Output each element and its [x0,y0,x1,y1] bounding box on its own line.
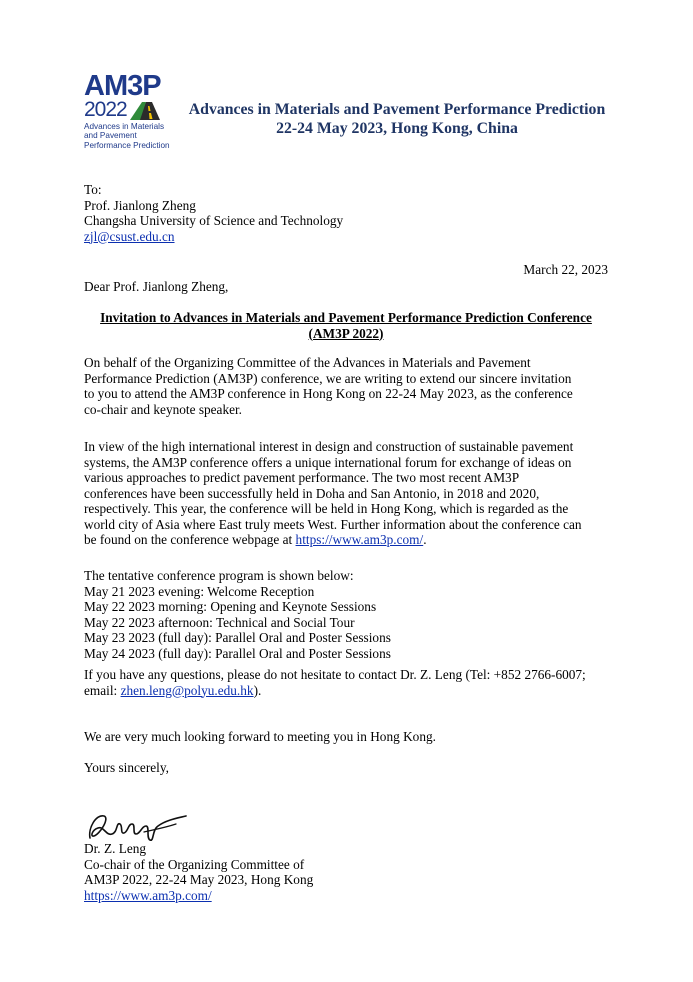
text-fragment: email: [84,682,121,698]
program-list [84,568,610,661]
text-line: world city of Asia where East truly meets West. Further information about the conference can [84,516,582,532]
signer-title: AM3P 2022, 22-24 May 2023, Hong Kong [84,872,314,887]
logo-year: 2022 [84,98,127,121]
conference-dates-location: 22-24 May 2023, Hong Kong, China [276,119,518,137]
letterhead-title [177,101,617,138]
letter-subject [84,310,608,341]
paragraph-background [84,439,610,548]
program-intro: The tentative conference program is shown below: [84,568,354,583]
logo-wordmark: AM3P [84,70,161,102]
logo-subtitle-line: Performance Prediction [84,140,170,150]
contact-email-link[interactable]: zhen.leng@polyu.edu.hk [120,682,254,698]
paragraph-invitation [84,355,610,417]
text-line: conferences have been successfully held in Doha and San Antonio, in 2018 and 2020, [84,485,540,501]
text-line: various approaches to predict pavement performance. The two most recent AM3P [84,470,520,485]
text-fragment: . [423,532,427,547]
subject-line: Invitation to Advances in Materials and Pavement Performance Prediction Conference [100,310,592,325]
salutation: Dear Prof. Jianlong Zheng, [84,279,229,294]
recipient-affiliation: Changsha University of Science and Technology [84,213,344,228]
conference-webpage-link[interactable]: https://www.am3p.com/ [295,532,424,547]
conference-logo [84,70,170,164]
text-line: co-chair and keynote speaker. [84,401,243,417]
signer-title: Co-chair of the Organizing Committee of [84,856,305,872]
program-item: May 23 2023 (full day): Parallel Oral and Poster Sessions [84,630,391,645]
recipient-name: Prof. Jianlong Zheng [84,197,196,213]
letter-date: March 22, 2023 [523,262,608,277]
logo-subtitle [84,122,170,150]
text-line: respectively. This year, the conference will be held in Hong Kong, which is regarded as the [84,501,569,516]
signer-webpage-link[interactable]: https://www.am3p.com/ [84,887,212,903]
text-fragment: ). [253,682,262,698]
text-line: to you to attend the AM3P conference in Hong Kong on 22-24 May 2023, as the conference [84,386,573,401]
subject-line: (AM3P 2022) [308,325,384,341]
text-line: In view of the high international interest in design and construction of sustainable pavement [84,439,574,454]
logo-subtitle-line: and Pavement [84,131,137,141]
text-line: If you have any questions, please do not hesitate to contact Dr. Z. Leng (Tel: +852 2766-6007; [84,667,586,682]
program-item: May 22 2023 afternoon: Technical and Social Tour [84,614,355,630]
road-icon [130,100,162,120]
paragraph-contact [84,667,610,698]
paragraph-looking-forward: We are very much looking forward to meeting you in Hong Kong. [84,729,436,744]
signer-name: Dr. Z. Leng [84,841,147,856]
to-label: To: [84,182,102,197]
handwritten-signature [86,804,192,846]
text-line: Performance Prediction (AM3P) conference, we are writing to extend our sincere invitation [84,370,572,386]
program-item: May 22 2023 morning: Opening and Keynote Sessions [84,599,377,614]
recipient-email-link[interactable]: zjl@csust.edu.cn [84,228,175,244]
recipient-block [84,182,604,244]
conference-name: Advances in Materials and Pavement Performance Prediction [188,101,606,118]
text-line [84,683,610,699]
text-fragment: be found on the conference webpage at [84,532,296,547]
text-line [84,532,610,548]
program-item: May 21 2023 evening: Welcome Reception [84,583,315,599]
program-item: May 24 2023 (full day): Parallel Oral and Poster Sessions [84,645,391,661]
signer-block [84,841,604,903]
logo-subtitle-line: Advances in Materials [84,122,165,131]
text-line: systems, the AM3P conference offers a unique international forum for exchange of ideas on [84,454,572,470]
closing: Yours sincerely, [84,760,169,775]
text-line: On behalf of the Organizing Committee of the Advances in Materials and Pavement [84,355,531,370]
